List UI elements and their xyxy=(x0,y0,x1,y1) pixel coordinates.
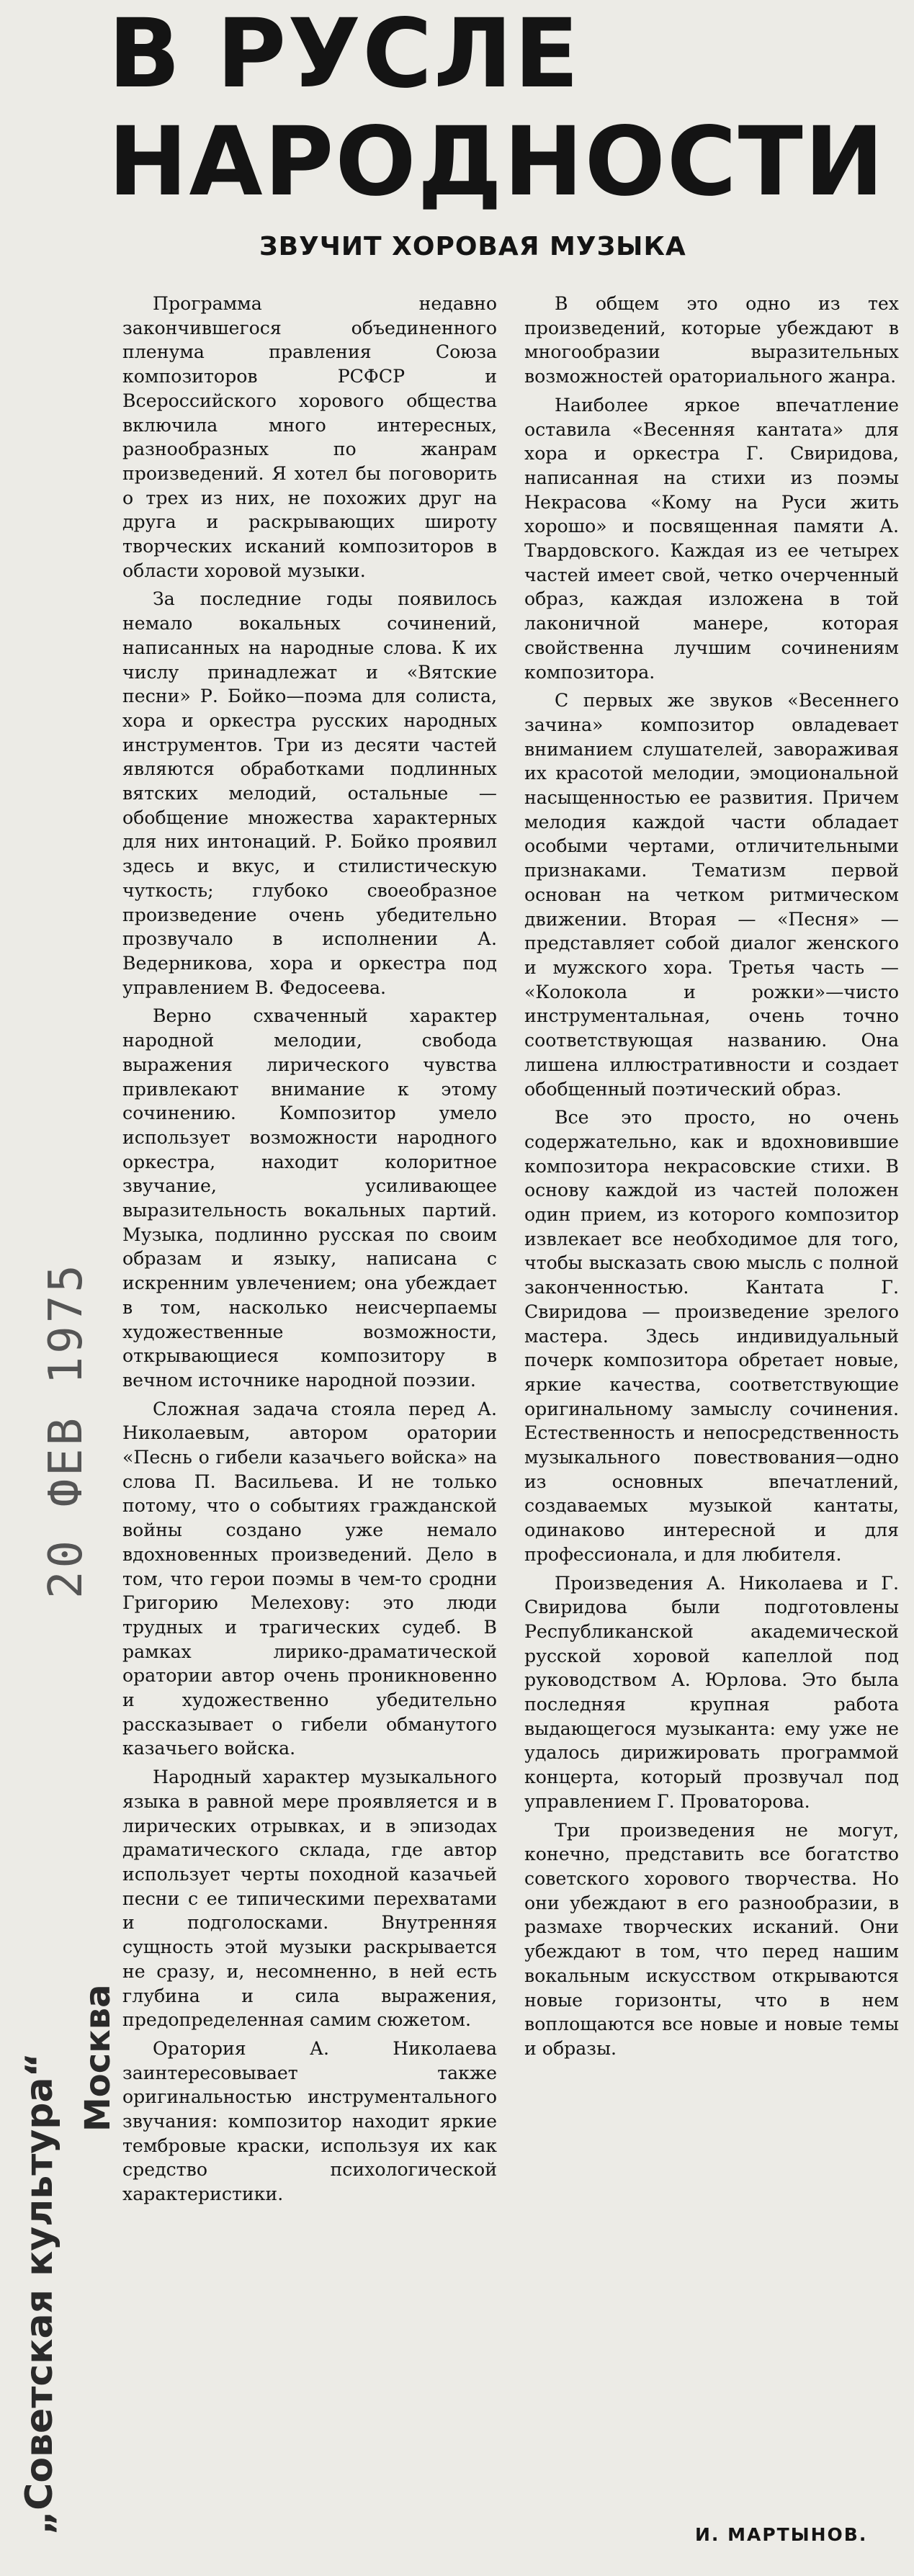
headline-line-1: В РУСЛЕ xyxy=(108,0,581,109)
headline-line-2: НАРОДНОСТИ xyxy=(108,107,886,217)
source-stamp: „Советская культура“ xyxy=(18,2052,61,2535)
paragraph: Программа недавно закончившегося объединенного пленума правления Союза композиторов РСФСР и Всероссийского хорового общества включила много интересных, разнообразных по жанрам произведений. Я хотел бы поговорить о трех из них, не похожих друг на друга и раскрывающих широту творческих исканий композиторов в области хоровой музыки. xyxy=(122,293,497,581)
paragraph: Все это просто, но очень содержательно, как и вдохновившие композитора некрасовские стихи. В основу каждой из частей положен один прием, из которого композитор извлекает все необходимое для того, чтобы высказать свою мысль с полной законченностью. Кантата Г. Свиридова — произведение зрелого мастера. Здесь индивидуальный почерк композитора обретает новые, яркие качества, соответствующие оригинальному замыслу сочинения. Естественность и непосредственность музыкального повествования—одно из основных впечатлений, создаваемых музыкой кантаты, одинаково интересной и для профессионала, и для любителя. xyxy=(524,1107,899,1565)
author-signature: И. МАРТЫНОВ. xyxy=(695,2524,868,2545)
subtitle: ЗВУЧИТ ХОРОВАЯ МУЗЫКА xyxy=(259,232,686,261)
city-stamp: Москва xyxy=(78,1984,118,2132)
paragraph: Сложная задача стояла перед А. Николаевым, автором оратории «Песнь о гибели казачьего войска» на слова П. Васильева. И не только потому, что о событиях гражданской войны создано уже немало вдохновенных произведений. Дело в том, что герои поэмы в чем-то сродни Григорию Мелехову: это люди трудных и трагических судеб. В рамках лирико-драматической оратории автор очень проникновенно и художественно убедительно рассказывает о гибели обманутого казачьего войска. xyxy=(122,1398,497,1759)
paragraph: Народный характер музыкального языка в равной мере проявляется и в лирических отрывках, и в эпизодах драматического склада, где автор использует черты походной казачьей песни с ее типическими перехватами и подголосками. Внутренняя сущность этой музыки раскрывается не сразу, и, несомненно, в ней есть глубина и сила выражения, предопределенная самим сюжетом. xyxy=(122,1767,497,2031)
paragraph: Наиболее яркое впечатление оставила «Весенняя кантата» для хора и оркестра Г. Свиридова, написанная на стихи из поэмы Некрасова «Кому на Руси жить хорошо» и посвященная памяти А. Твардовского. Каждая из ее четырех частей имеет свой, четко очерченный образ, каждая изложена в той лаконичной манере, которая свойственна лучшим сочинениям композитора. xyxy=(524,394,899,683)
article-column-right xyxy=(524,292,899,2065)
paragraph: Произведения А. Николаева и Г. Свиридова были подготовлены Республиканской академической русской хоровой капеллой под руководством А. Юрлова. Это была последняя крупная работа выдающегося музыканта: ему уже не удалось дирижировать программой концерта, который прозвучал под управлением Г. Проваторова. xyxy=(524,1572,899,1812)
paragraph: В общем это одно из тех произведений, которые убеждают в многообразии выразительных возможностей ораториального жанра. xyxy=(524,293,899,387)
paragraph: За последние годы появилось немало вокальных сочинений, написанных на народные слова. К их числу принадлежат и «Вятские песни» Р. Бойко—поэма для солиста, хора и оркестра русских народных инструментов. Три из десяти частей являются обработками подлинных вятских мелодий, остальные — обобщение множества характерных для них интонаций. Р. Бойко проявил здесь и вкус, и стилистическую чуткость; глубоко своеобразное произведение очень убедительно прозвучало в исполнении А. Ведерникова, хора и оркестра под управлением В. Федосеева. xyxy=(122,588,497,998)
paragraph: Три произведения не могут, конечно, представить все богатство советского хорового творчества. Но они убеждают в его разнообразии, в размахе творческих исканий. Они убеждают в том, что перед нашим вокальным искусством открываются новые горизонты, что в нем воплощаются все новые и новые темы и образы. xyxy=(524,1819,899,2059)
article-column-left xyxy=(122,292,497,2211)
date-stamp: 20 ФЕВ 1975 xyxy=(40,1262,93,1599)
paragraph: С первых же звуков «Весеннего зачина» композитор овладевает вниманием слушателей, завораживая их красотой мелодии, эмоциональной насыщенностью ее развития. Причем мелодия каждой части обладает особыми чертами, отличительными признаками. Тематизм первой основан на четком ритмическом движении. Вторая — «Песня» — представляет собой диалог женского и мужского хора. Третья часть — «Колокола и рожки»—чисто инструментальная, очень точно соответствующая названию. Она лишена иллюстративности и создает обобщенный поэтический образ. xyxy=(524,690,899,1100)
paragraph: Оратория А. Николаева заинтересовывает также оригинальностью инструментального звучания: композитор находит яркие тембровые краски, используя их как средство психологической характеристики. xyxy=(122,2037,497,2205)
paragraph: Верно схваченный характер народной мелодии, свобода выражения лирического чувства привлекают внимание к этому сочинению. Композитор умело использует возможности народного оркестра, находит колоритное звучание, усиливающее выразительность вокальных партий. Музыка, подлинно русская по своим образам и языку, написана с искренним увлечением; она убеждает в том, насколько неисчерпаемы художественные возможности, открывающиеся композитору в вечном источнике народной поэзии. xyxy=(122,1005,497,1391)
headline xyxy=(108,0,908,216)
